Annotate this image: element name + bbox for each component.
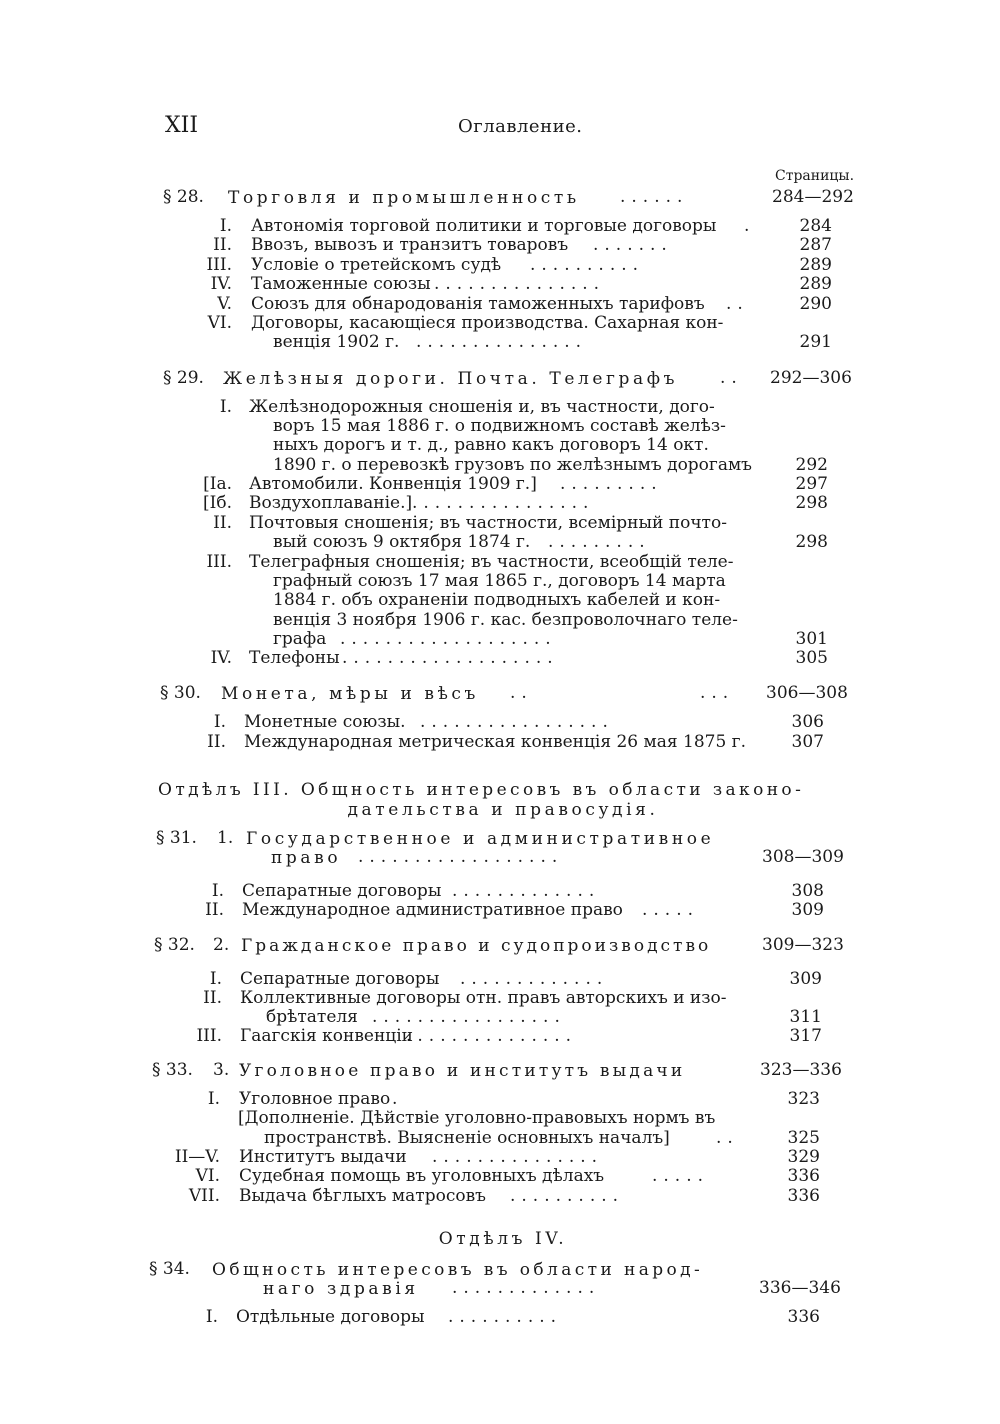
item-roman: II. (213, 513, 232, 533)
item-text: Телеграфныя сношенія; въ частности, всеобщій теле- (249, 552, 734, 572)
item-roman: VII. (188, 1186, 220, 1206)
item-text: Международное административное право (242, 900, 623, 920)
section-pages: 309—323 (762, 935, 844, 955)
part-title-line1: Отдѣлъ III. Общность интересовъ въ области законо- (158, 780, 805, 800)
section-sub: 3. (213, 1060, 230, 1080)
item-text-cont: пространствѣ. Выясненіе основныхъ началъ] (264, 1128, 670, 1148)
section-title: Общность интересовъ въ области народ- (212, 1260, 704, 1280)
item-text-cont: брѣтателя (266, 1007, 358, 1027)
item-roman: III. (196, 1026, 222, 1046)
item-text: Уголовное право (239, 1089, 391, 1109)
item-roman: II. (203, 988, 222, 1008)
section-number: § 29. (163, 368, 204, 388)
item-roman: I. (219, 216, 232, 236)
leader-dots: ................. (420, 712, 614, 732)
section-title: Монета, мѣры и вѣсъ (221, 684, 479, 704)
section-pages: 336—346 (759, 1278, 841, 1298)
item-text: Сепаратные договоры (242, 881, 442, 901)
item-text-cont: 1884 г. объ охраненіи подводныхъ кабелей и кон- (273, 590, 721, 610)
item-roman: II—V. (174, 1147, 220, 1167)
leader-dots: ............... (434, 274, 606, 294)
leader-dots: .......... (448, 1307, 563, 1327)
leader-dots: ......... (548, 532, 651, 552)
item-page: 336 (787, 1307, 820, 1327)
item-page: 317 (789, 1026, 822, 1046)
item-text: Выдача бѣглыхъ матросовъ (239, 1186, 486, 1206)
section-sub: 2. (213, 935, 230, 955)
item-roman: VI. (207, 313, 232, 333)
item-text: Сепаратные договоры (240, 969, 440, 989)
item-text: Отдѣльные договоры (236, 1307, 425, 1327)
item-page: 292 (795, 455, 828, 475)
leader-dots: ..... (652, 1166, 710, 1186)
leader-dots: .. (716, 1128, 739, 1148)
item-roman: VI. (195, 1166, 220, 1186)
item-text-cont: венція 1902 г. (273, 332, 400, 352)
item-roman: V. (217, 294, 232, 314)
item-text-cont: вый союзъ 9 октября 1874 г. (273, 532, 531, 552)
item-text: Институтъ выдачи (239, 1147, 407, 1167)
item-roman: [Iа. (203, 474, 232, 494)
item-text: Международная метрическая конвенція 26 мая 1875 г. (244, 732, 746, 752)
leader-dots: ................... (340, 629, 557, 649)
item-text: Телефоны (249, 648, 340, 668)
item-roman: II. (207, 732, 226, 752)
section-pages: 284—292 (772, 187, 854, 207)
section-title-cont: право (271, 848, 342, 868)
item-text: Воздухоплаваніе.] (249, 493, 413, 513)
item-page: 284 (799, 216, 832, 236)
item-roman: III. (206, 255, 232, 275)
section-pages: 292—306 (770, 368, 852, 388)
section-number: § 28. (163, 187, 204, 207)
item-page: 309 (791, 900, 824, 920)
leader-dots: ... (700, 683, 735, 703)
item-page: 298 (795, 493, 828, 513)
item-roman: [Iб. (203, 493, 232, 513)
section-number: § 33. (152, 1060, 193, 1080)
leader-dots: . (392, 1089, 398, 1109)
item-roman: II. (205, 900, 224, 920)
leader-dots: ................. (372, 1007, 566, 1027)
item-text: Условіе о третейскомъ судѣ (251, 255, 502, 275)
item-roman: I. (207, 1089, 220, 1109)
leader-dots: ............. (460, 969, 609, 989)
item-roman: III. (206, 552, 232, 572)
item-page: 329 (787, 1147, 820, 1167)
item-text: Автономія торговой политики и торговые договоры (251, 216, 717, 236)
leader-dots: ................... (342, 648, 559, 668)
section-pages: 306—308 (766, 683, 848, 703)
item-page: 289 (799, 274, 832, 294)
leader-dots: ............... (432, 1147, 604, 1167)
item-page: 297 (795, 474, 828, 494)
item-text: Монетные союзы. (244, 712, 406, 732)
section-number: § 31. (156, 828, 197, 848)
item-text-cont: графный союзъ 17 мая 1865 г., договоръ 14 марта (273, 571, 726, 591)
item-text-cont: графа (273, 629, 327, 649)
leader-dots: ................ (412, 493, 595, 513)
item-page: 323 (787, 1089, 820, 1109)
item-text: Ввозъ, вывозъ и транзитъ товаровъ (251, 235, 569, 255)
leader-dots: ......... (560, 474, 663, 494)
item-page: 325 (787, 1128, 820, 1148)
item-text: Желѣзнодорожныя сношенія и, въ частности, дого- (249, 397, 715, 417)
item-page: 306 (791, 712, 824, 732)
leader-dots: ....... (593, 235, 673, 255)
item-roman: I. (205, 1307, 218, 1327)
item-page: 290 (799, 294, 832, 314)
item-text-cont: 1890 г. о перевозкѣ грузовъ по желѣзнымъ дорогамъ (273, 455, 752, 475)
section-title: Торговля и промышленность (228, 188, 580, 208)
leader-dots: .. (510, 683, 533, 703)
section-pages: 323—336 (760, 1060, 842, 1080)
leader-dots: .......... (510, 1186, 625, 1206)
item-page: 308 (791, 881, 824, 901)
leader-dots: .................. (358, 847, 564, 867)
item-text: Судебная помощь въ уголовныхъ дѣлахъ (239, 1166, 605, 1186)
item-page: 309 (789, 969, 822, 989)
section-sub: 1. (217, 828, 234, 848)
item-roman: IV. (210, 648, 232, 668)
item-text: Коллективные договоры отн. правъ авторскихъ и изо- (240, 988, 727, 1008)
item-page: 307 (791, 732, 824, 752)
item-text: [Дополненіе. Дѣйствіе уголовно-правовыхъ нормъ въ (238, 1108, 716, 1128)
item-page: 287 (799, 235, 832, 255)
section-title: Государственное и административное (246, 829, 715, 849)
leader-dots: ..... (642, 900, 700, 920)
item-page: 301 (795, 629, 828, 649)
item-page: 298 (795, 532, 828, 552)
item-page: 305 (795, 648, 828, 668)
section-title-cont: наго здравія (263, 1279, 419, 1299)
section-title: Желѣзныя дороги. Почта. Телеграфъ (223, 369, 679, 389)
leader-dots: .. (726, 294, 749, 314)
section-number: § 34. (149, 1259, 190, 1279)
item-roman: I. (209, 969, 222, 989)
item-text: Автомобили. Конвенція 1909 г.] (249, 474, 537, 494)
leader-dots: .. (720, 368, 743, 388)
pages-column-header: Страницы. (775, 168, 855, 184)
page-number: XII (165, 113, 199, 138)
item-text: Таможенные союзы (251, 274, 431, 294)
leader-dots: ............... (406, 1026, 578, 1046)
item-roman: I. (211, 881, 224, 901)
item-roman: I. (213, 712, 226, 732)
section-title: Гражданское право и судопроизводство (241, 936, 712, 956)
item-page: 336 (787, 1166, 820, 1186)
leader-dots: .......... (530, 255, 645, 275)
leader-dots: ............... (416, 332, 588, 352)
item-text: Почтовыя сношенія; въ частности, всемірный почто- (249, 513, 727, 533)
page-title: Оглавление. (458, 116, 583, 137)
leader-dots: ...... (620, 187, 689, 207)
item-text-cont: венція 3 ноября 1906 г. кас. безпроволочнаго теле- (273, 610, 738, 630)
item-roman: II. (213, 235, 232, 255)
section-number: § 32. (154, 935, 195, 955)
section-title: Уголовное право и институтъ выдачи (239, 1061, 686, 1081)
item-roman: IV. (210, 274, 232, 294)
item-page: 291 (799, 332, 832, 352)
leader-dots: ............. (452, 881, 601, 901)
item-text-cont: воръ 15 мая 1886 г. о подвижномъ составѣ желѣз- (273, 416, 726, 436)
section-pages: 308—309 (762, 847, 844, 867)
item-text: Союзъ для обнародованія таможенныхъ тарифовъ (251, 294, 705, 314)
item-text: Гаагскія конвенціи (240, 1026, 413, 1046)
part-title-line2: дательства и правосудія. (347, 800, 659, 820)
part-4-heading: Отдѣлъ IV. (438, 1229, 568, 1249)
section-number: § 30. (160, 683, 201, 703)
leader-dots: . (744, 216, 750, 236)
item-text-cont: ныхъ дорогъ и т. д., равно какъ договоръ 14 окт. (273, 435, 709, 455)
item-roman: I. (219, 397, 232, 417)
item-page: 289 (799, 255, 832, 275)
item-page: 336 (787, 1186, 820, 1206)
leader-dots: ............. (452, 1278, 601, 1298)
item-page: 311 (789, 1007, 822, 1027)
item-text: Договоры, касающіеся производства. Сахарная кон- (251, 313, 724, 333)
